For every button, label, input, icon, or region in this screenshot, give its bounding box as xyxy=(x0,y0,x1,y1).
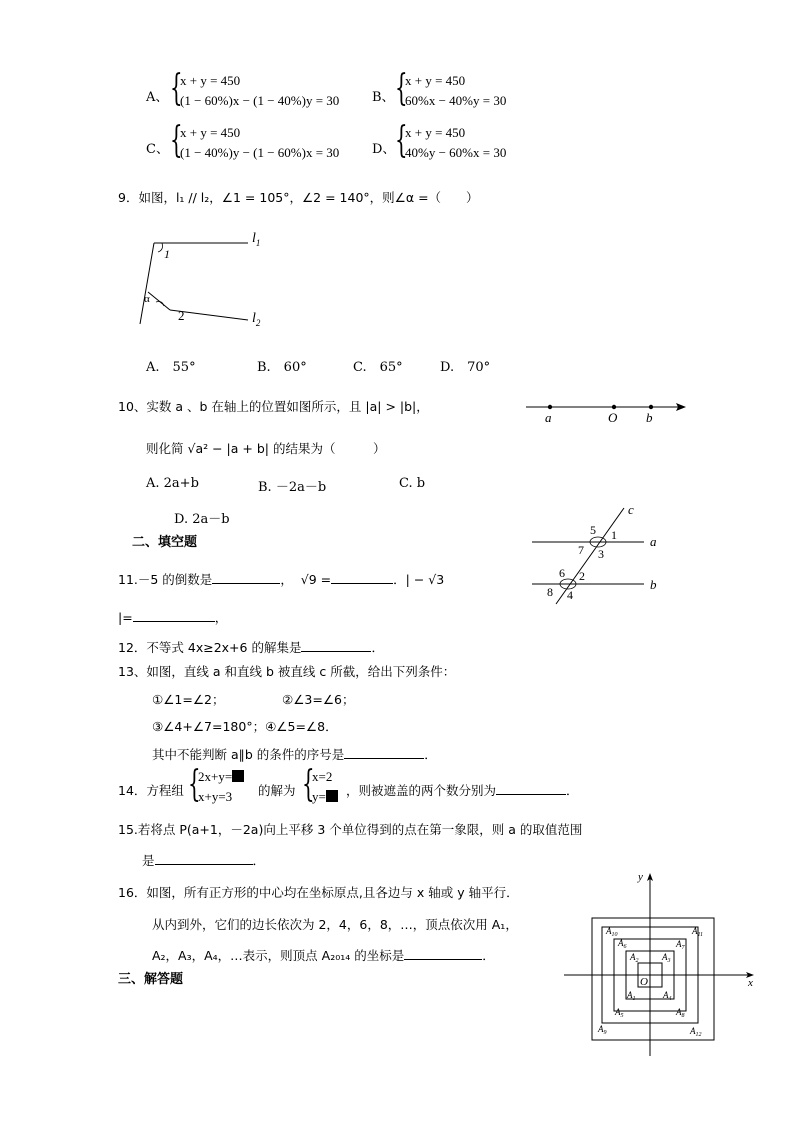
q10-line2: 则化简 √a² − |a + b| 的结果为（ ） xyxy=(146,441,386,456)
q13-condition-1: ①∠1=∠2； xyxy=(152,692,225,707)
q16-line2: 从内到外，它们的边长依次为 2，4，6，8，…，顶点依次用 A₁， xyxy=(152,917,518,932)
q10-option-b: B. －2a－b xyxy=(258,480,327,495)
answer-blank[interactable] xyxy=(331,571,393,584)
q13-condition-3-4: ③∠4+∠7=180°；④∠5=∠8． xyxy=(152,719,338,734)
vertex-a6: $A_6$ xyxy=(618,938,627,950)
q9-option-c: C. 65° xyxy=(353,360,403,375)
section-2-heading: 二、填空题 xyxy=(132,535,198,550)
fig-label-l1: $l_1$ xyxy=(252,231,261,248)
fig-label-l2: $l_2$ xyxy=(252,311,261,328)
vertex-a9: $A_9$ xyxy=(598,1024,607,1036)
equation-1: x + y = 450 xyxy=(405,73,466,88)
q11-line2-start: |= xyxy=(118,610,133,625)
answer-blank[interactable] xyxy=(344,746,424,759)
q8-option-b-label: B、 xyxy=(372,90,395,105)
q15-line1: 15.若将点 P(a+1，－2a)向上平移 3 个单位得到的点在第一象限，则 a 的取值范围 xyxy=(118,822,583,837)
axis-x-label: x xyxy=(748,977,753,989)
equation-2: (1 − 40%)y − (1 − 60%)x = 30 xyxy=(180,145,340,160)
point-b-label: b xyxy=(646,410,653,425)
q16-line3-text: A₂，A₃，A₄，…表示，则顶点 A₂₀₁₄ 的坐标是 xyxy=(152,948,405,963)
solution-2: y= xyxy=(312,789,338,805)
axis-y-label: y xyxy=(638,871,643,883)
q8-option-a-label: A、 xyxy=(146,90,169,105)
q10-number-line xyxy=(524,398,694,426)
q8-option-c-label: C、 xyxy=(146,142,169,157)
q12-end: ． xyxy=(371,640,384,655)
q9-stem: 9．如图，l₁ // l₂，∠1 = 105°，∠2 = 140°，则∠α =（ ） xyxy=(118,190,479,205)
q13-condition-2: ②∠3=∠6； xyxy=(282,692,355,707)
q14-mid: 的解为 xyxy=(258,783,296,798)
q15-end: ． xyxy=(252,853,266,868)
label-2: 2 xyxy=(579,569,585,583)
brace: { xyxy=(302,764,315,805)
answer-blank[interactable] xyxy=(404,947,482,960)
q12 xyxy=(118,638,384,656)
answer-blank[interactable] xyxy=(155,852,253,865)
label-4: 4 xyxy=(567,588,573,602)
equation-1: x + y = 450 xyxy=(405,125,466,140)
q14-post-text: ，则被遮盖的两个数分别为 xyxy=(346,783,497,798)
vertex-a1: $A_1$ xyxy=(627,990,636,1002)
covered-box xyxy=(326,790,338,802)
answer-blank[interactable] xyxy=(133,609,215,622)
point-a-label: a xyxy=(545,410,552,425)
q13-end: ． xyxy=(424,747,437,762)
vertex-a7: $A_7$ xyxy=(676,939,685,951)
q9-option-d: D. 70° xyxy=(440,360,491,375)
equation-2: 40%y − 60%x = 30 xyxy=(405,145,507,160)
label-c: c xyxy=(628,502,634,517)
q13-stem: 13、如图，直线 a 和直线 b 被直线 c 所截，给出下列条件： xyxy=(118,664,456,679)
vertex-a10: $A_{10}$ xyxy=(606,926,618,938)
vertex-a11: $A_{11}$ xyxy=(692,926,704,938)
q11-part2: ， xyxy=(280,572,293,587)
q13-ask-text: 其中不能判断 a∥b 的条件的序号是 xyxy=(152,747,345,762)
section-3-heading: 三、解答题 xyxy=(118,972,184,987)
point-o-label: O xyxy=(608,410,618,425)
equation-2: (1 − 60%)x − (1 − 40%)y = 30 xyxy=(180,93,340,108)
q10-stem: 10、实数 a 、b 在轴上的位置如图所示，且 |a| > |b|， xyxy=(118,399,429,414)
q15-line2-text: 是 xyxy=(142,853,155,868)
fig-label-1: 1 xyxy=(164,247,170,261)
q11-part1: 11.－5 的倒数是 xyxy=(118,572,213,587)
vertex-a5: $A_5$ xyxy=(615,1007,624,1019)
q13-figure xyxy=(528,500,668,612)
q12-text: 12．不等式 4x≥2x+6 的解集是 xyxy=(118,640,302,655)
equation-2: 60%x − 40%y = 30 xyxy=(405,93,507,108)
q16-line3 xyxy=(152,946,495,964)
q14-end: ． xyxy=(566,783,579,798)
answer-blank[interactable] xyxy=(496,782,566,795)
q11-part4: ．| − √3 xyxy=(393,572,445,587)
label-a: a xyxy=(650,534,657,549)
brace: { xyxy=(170,120,183,161)
answer-blank[interactable] xyxy=(212,571,280,584)
brace: { xyxy=(170,68,183,109)
vertex-a12: $A_{12}$ xyxy=(690,1026,702,1038)
equation-1: 2x+y= xyxy=(198,769,244,785)
q15-line2 xyxy=(142,851,265,869)
q16-line1: 16．如图，所有正方形的中心均在坐标原点,且各边与 x 轴或 y 轴平行． xyxy=(118,885,519,900)
label-5: 5 xyxy=(590,523,596,537)
solution-1: x=2 xyxy=(312,769,333,784)
q9-option-a: A. 55° xyxy=(146,360,196,375)
brace: { xyxy=(188,764,201,805)
q14-post xyxy=(346,781,579,799)
q11-part3: √9 = xyxy=(300,572,332,587)
equation-2: x+y=3 xyxy=(198,789,233,804)
label-3: 3 xyxy=(598,547,604,561)
vertex-a2: $A_2$ xyxy=(630,952,639,964)
origin-label: O xyxy=(640,976,648,988)
brace: { xyxy=(395,68,408,109)
answer-blank[interactable] xyxy=(301,639,371,652)
q8-option-d-label: D、 xyxy=(372,142,396,157)
label-1: 1 xyxy=(611,528,617,542)
brace: { xyxy=(395,120,408,161)
vertex-a8: $A_8$ xyxy=(676,1007,685,1019)
q10-option-d: D. 2a－b xyxy=(174,512,230,527)
label-7: 7 xyxy=(578,543,584,557)
q11-line2 xyxy=(118,608,227,626)
covered-box xyxy=(232,770,244,782)
q11-line1 xyxy=(118,570,444,588)
fig-label-2: 2 xyxy=(178,308,185,323)
q11-line2-end: ， xyxy=(214,610,228,625)
q9-figure xyxy=(130,222,280,332)
q16-end: ． xyxy=(482,948,495,963)
vertex-a3: $A_3$ xyxy=(662,952,671,964)
equation-1: x + y = 450 xyxy=(180,73,241,88)
q10-option-c: C. b xyxy=(399,476,426,491)
label-8: 8 xyxy=(547,585,553,599)
label-b: b xyxy=(650,577,657,592)
vertex-a4: $A_4$ xyxy=(663,990,672,1002)
q16-figure xyxy=(560,870,760,1062)
fig-label-alpha: α xyxy=(144,293,150,305)
q14-pre: 14．方程组 xyxy=(118,783,184,798)
equation-1: x + y = 450 xyxy=(180,125,241,140)
label-6: 6 xyxy=(559,566,565,580)
q13-ask xyxy=(152,745,437,763)
q9-option-b: B. 60° xyxy=(257,360,307,375)
q10-option-a: A. 2a+b xyxy=(146,476,199,491)
